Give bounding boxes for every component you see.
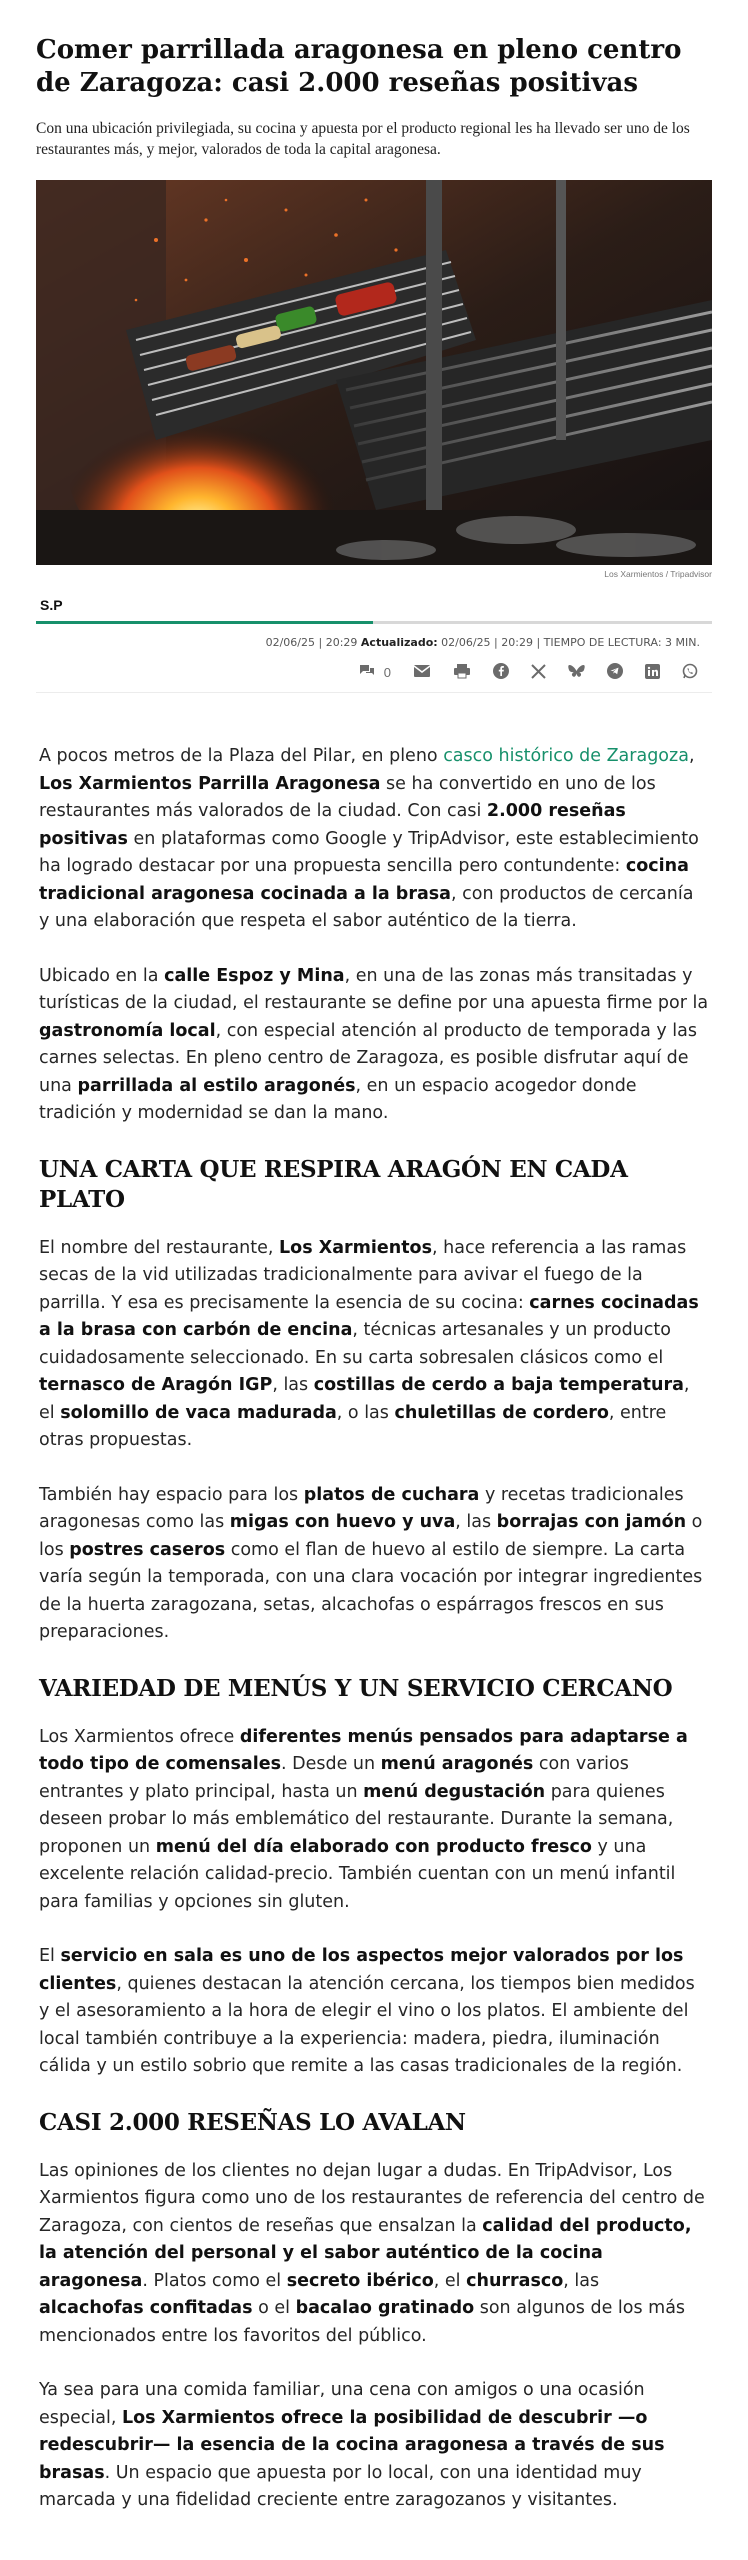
linkedin-icon[interactable] xyxy=(645,664,660,682)
section-heading: UNA CARTA QUE RESPIRA ARAGÓN EN CADA PLATO xyxy=(39,1155,628,1213)
section-heading: VARIEDAD DE MENÚS Y UN SERVICIO CERCANO xyxy=(39,1674,673,1702)
x-icon[interactable] xyxy=(531,664,546,682)
comments-icon[interactable] xyxy=(358,663,376,682)
telegram-icon[interactable] xyxy=(607,663,623,682)
paragraph: Las opiniones de los clientes no dejan lugar a dudas. En TripAdvisor, Los Xarmientos figura como uno de los restaurantes de referencia del centro de Zaragoza, con cientos de reseñas que ensalzan la calidad del producto, la atención del personal y el sabor auténtico de la cocina aragonesa. Platos como el secreto ibérico, el churrasco, las alcachofas confitadas o el bacalao gratinado son algunos de los más mencionados entre los favoritos del público. xyxy=(39,2160,705,2346)
grill-photo xyxy=(36,180,712,565)
published-date: 02/06/25 | 20:29 xyxy=(265,636,358,649)
paragraph: Ubicado en la calle Espoz y Mina, en una de las zonas más transitadas y turísticas de la ciudad, el restaurante se define por una apuesta firme por la gastronomía local, con especial atención al producto de temporada y las carnes selectas. En pleno centro de Zaragoza, es posible disfrutar aquí de una parrillada al estilo aragonés, en un espacio acogedor donde tradición y modernidad se dan la mano. xyxy=(39,965,709,1123)
print-icon[interactable] xyxy=(453,663,471,682)
comment-count[interactable]: 0 xyxy=(383,664,391,680)
article-title: Comer parrillada aragonesa en pleno centro de Zaragoza: casi 2.000 reseñas positivas xyxy=(36,35,682,98)
bluesky-icon[interactable] xyxy=(568,664,585,682)
share-bar xyxy=(36,663,712,693)
updated-label: Actualizado: xyxy=(360,636,438,649)
facebook-icon[interactable] xyxy=(493,663,509,682)
paragraph: A pocos metros de la Plaza del Pilar, en pleno casco histórico de Zaragoza, Los Xarmientos Parrilla Aragonesa se ha convertido en uno de los restaurantes más valorados de la ciudad. Con casi 2.000 reseñas positivas en plataformas como Google y TripAdvisor, este establecimiento ha logrado destacar por una propuesta sencilla pero contundente: cocina tradicional aragonesa cocinada a la brasa, con productos de cercanía y una elaboración que respeta el sabor auténtico de la tierra. xyxy=(39,746,699,931)
paragraph: Ya sea para una comida familiar, una cena con amigos o una ocasión especial, Los Xarmientos ofrece la posibilidad de descubrir —o redescubrir— la esencia de la cocina aragonesa a través de sus brasas. Un espacio que apuesta por lo local, con una identidad muy marcada y una fidelidad creciente entre zaragozanos y visitantes. xyxy=(39,2380,665,2510)
email-icon[interactable] xyxy=(413,664,431,681)
paragraph: Los Xarmientos ofrece diferentes menús pensados para adaptarse a todo tipo de comensales. Desde un menú aragonés con varios entrantes y plato principal, hasta un menú degustación para quienes deseen probar lo más emblemático del restaurante. Durante la semana, proponen un menú del día elaborado con producto fresco y una excelente relación calidad-precio. También cuentan con un menú infantil para familias y opciones sin gluten. xyxy=(39,1726,688,1912)
author-underline xyxy=(36,621,373,624)
reading-time: | TIEMPO DE LECTURA: 3 MIN. xyxy=(536,636,700,649)
article-body xyxy=(36,743,712,2515)
author-row xyxy=(36,597,712,624)
paragraph: El nombre del restaurante, Los Xarmientos, hace referencia a las ramas secas de la vid utilizadas tradicionalmente para avivar el fuego de la parrilla. Y esa es precisamente la esencia de su cocina: carnes cocinadas a la brasa con carbón de encina, técnicas artesanales y un producto cuidadosamente seleccionado. En su carta sobresalen clásicos como el ternasco de Aragón IGP, las costillas de cerdo a baja temperatura, el solomillo de vaca madurada, o las chuletillas de cordero, entre otras propuestas. xyxy=(39,1237,699,1450)
paragraph: También hay espacio para los platos de cuchara y recetas tradicionales aragonesas como las migas con huevo y uva, las borrajas con jamón o los postres caseros como el flan de huevo al estilo de siempre. La carta varía según la temporada, con una clara vocación por integrar ingredientes de la huerta zaragozana, setas, alcachofas o espárragos frescos en sus preparaciones. xyxy=(39,1484,703,1642)
historic-center-link[interactable]: casco histórico de Zaragoza xyxy=(443,746,689,766)
section-heading: CASI 2.000 RESEÑAS LO AVALAN xyxy=(39,2108,466,2136)
image-caption: Los Xarmientos / Tripadvisor xyxy=(604,569,712,579)
article xyxy=(36,0,712,2515)
updated-date: 02/06/25 | 20:29 xyxy=(441,636,533,649)
whatsapp-icon[interactable] xyxy=(682,663,698,682)
author-name[interactable]: S.P xyxy=(40,597,63,613)
article-subtitle: Con una ubicación privilegiada, su cocina y apuesta por el producto regional les ha llevado ser uno de los restaurantes más, y mejor, valorados de toda la capital aragonesa. xyxy=(36,120,690,158)
article-meta xyxy=(36,636,712,649)
paragraph: El servicio en sala es uno de los aspectos mejor valorados por los clientes, quienes destacan la atención cercana, los tiempos bien medidos y el asesoramiento a la hora de elegir el vino o los platos. El ambiente del local también contribuye a la experiencia: madera, piedra, iluminación cálida y un estilo sobrio que remite a las casas tradicionales de la región. xyxy=(39,1946,695,2076)
hero-image[interactable] xyxy=(36,180,712,565)
